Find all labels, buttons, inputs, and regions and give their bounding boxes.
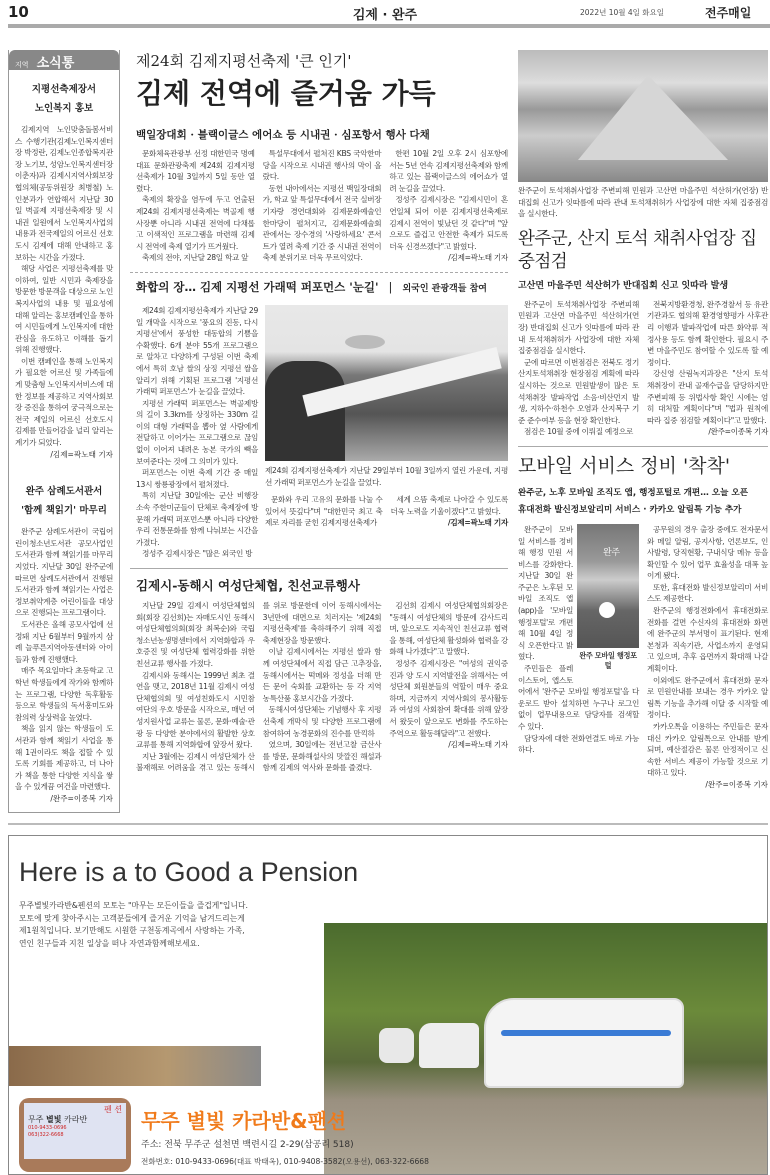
paragraph: 공무원의 경우 출장 중에도 전자문서와 메일 알림, 공지사항, 언론보도, 인사발령, 당직현황, 구내식당 메뉴 등을 확인할 수 있어 업무 효율성을 대폭 높이게 됐다.: [647, 524, 768, 581]
sidebar-article-title: 노인복지 홍보: [34, 103, 94, 114]
paragraph: 이번 캠페인을 통해 노인복지가 필요한 어르신 및 가족들에게 맞춤형 노인복지서비스에 대한 정보를 제공하고 지역사회보장 증진을 통하여 궁극적으로는 전국 제일의 어르신 선호도시 김제를 만들어감을 널리 알리는 계기가 되었다.: [15, 356, 113, 448]
story2-col-1: [136, 305, 258, 560]
sidebar-article: [15, 80, 113, 460]
pension-ad[interactable]: [8, 835, 768, 1175]
festival-photo-caption: 제24회 김제지평선축제가 지난달 29일부터 10월 3일까지 열린 가운데, 지평선 가래떡 퍼포먼스가 눈길을 끌었다.: [265, 465, 508, 487]
right2-headline: 모바일 서비스 정비 '착착': [518, 454, 731, 477]
ad-description: [19, 900, 319, 950]
byline: /완주=이종복 기자: [50, 793, 113, 803]
page-rule: [8, 823, 768, 825]
paragraph: 매주 목요일마다 초등학교 고학년 학생들에게 작가와 함께하는 프로그램, 다양한 독후활동 등으로 학생들의 독서흥미도와 참의력 상상력을 높였다.: [15, 666, 113, 722]
right2-sub2: 휴대전화 발신정보알리미 서비스 · 카카오 알림톡 기능 추가: [518, 504, 742, 515]
right2-col-1: [518, 524, 639, 756]
sidebar-tag: [9, 50, 119, 70]
paragraph: 완주군이 토석채취사업장 주변피해 민원과 고산면 마을주민 석산허가(연장) 반대집회 신고가 잇따름에 따라 관내 토석채취허가 사업장에 대한 자체 집중점검을 실시한다.: [518, 299, 639, 356]
lead-body: [130, 148, 508, 264]
paragraph: 해당 사업은 지평선축제를 맞이하여, 일반 시민과 축제장을 방문한 방문객을 대상으로 노인복지사업의 내용 및 필요성에 대해 알리는 홍보캠페인을 통하여 시민들에게 노인복지에 대한 관심을 유도하고 이해를 돕기 위해 진행했다.: [15, 264, 113, 355]
paragraph: 또한, 휴대전화 발신정보알리미 서비스도 제공한다.: [647, 582, 768, 604]
ad-line: 모토에 맞게 찾아주시는 고객분들에게 즐거운 기억을 남겨드리는게: [19, 913, 245, 923]
quarry-caption: 완주군이 토석채취사업장 주변피해 민원과 고산면 마을주민 석산허가(연장) 반대집회 신고가 잇따름에 따라 관내 토석채취허가 사업장에 대한 자체 집중점검을 실시한다.: [518, 186, 768, 219]
paragraph: 정성주 김제시장은 "김제시민이 혼연일체 되어 이룬 김제지평선축제로 김제시 전역이 빛났던 것 같다"며 "앞으로도 즐겁고 안전한 축제가 되도록 더욱 신경쓰겠다"고 밝혔다.: [389, 195, 508, 251]
paragraph: 강신영 산림녹지과장은 "산지 토석채취장이 관내 골재수급을 담당하지만 주변피해 등 위법사항 확인 시에는 엄히 대처할 계획이다"며 "법과 원칙에 따라 집중 점검할 계획이다"고 말했다.: [647, 369, 768, 425]
paragraph: 특히 지난달 30일에는 군산 비행장 소속 주한미군들이 단체로 축제장에 방문해 가래떡 퍼포먼스뿐 아니라 다양한 우리 전통문화를 함께 나눠보는 시간을 가졌다.: [136, 491, 258, 547]
story3-col-1: [136, 600, 255, 751]
story3-headline: 김제시-동해시 여성단체협, 친선교류행사: [136, 578, 360, 593]
lead-col-3: [389, 148, 508, 252]
story2-headline: 화합의 장… 김제 지평선 가래떡 퍼포먼스 '눈길' | 외국인 관광객들 참여: [136, 279, 487, 294]
sign-phone2: 063)322-6668: [28, 1132, 64, 1139]
story2-col-2: [265, 494, 383, 529]
paragraph: 였으며, 30일에는 전년고찰 금산사를 방문, 문화해설사의 맛깔진 해설과 함께 김제의 역사와 문화를 즐겼다.: [262, 740, 382, 773]
paragraph: 특설무대에서 펼쳐진 KBS 국악한마당을 시작으로 시내권 행사의 막이 올랐다.: [262, 149, 382, 182]
paragraph: 도서관은 올해 공모사업에 선정돼 지난 6월부터 9월까지 삼례 늘푸른지역아동센터와 아이들과 함께 진행했다.: [15, 619, 113, 664]
paragraph: 전북지방환경청, 완주경찰서 등 유관기관과도 협의해 환경영향평가 사후관리 이행과 발파작업에 따른 화약류 적정사용 등도 함께 확인한다. 필요시 주변 마을주민도 참여할 수 있도록 할 예정이다.: [647, 299, 768, 367]
paragraph: 김제지역 노인맞춤돌봄서비스 수행기관(김제노인복지센터장 박정란, 김제노인종합복지관장 노기보, 성암노인복지센터장 이춘자)과 김제시지역사회보장협의체(공동위원장 최병철) 노인분과가 연합해서 지난달 30일 벽골제 지평선축제장 및 시내권 일원에서 노인복지사업의 내용과 전국제일의 어르신 선호도시 김제에 대해 안내하고 홍보하는 시간을 가졌다.: [15, 125, 113, 262]
sign-muju: 무주: [28, 1115, 44, 1125]
paragraph: 한편 10월 2일 오후 2시 심포항에서는 5년 연속 김제지평선축제와 함께하고 있는 블랙이글스의 에어쇼가 열려 눈길을 끌었다.: [389, 149, 508, 193]
paragraph: 점검은 10월 중에 이뤄질 예정으로: [524, 427, 633, 437]
lead-byline: /김제=곽노태 기자: [448, 253, 508, 263]
sidebar-article-title: '함께 책읽기' 마무리: [21, 505, 107, 517]
paragraph: 정성주 김제시장은 "많은 외국인 방: [142, 549, 253, 559]
story3-byline: /김제=곽노태 기자: [448, 740, 508, 750]
divider: [518, 446, 768, 447]
right2-byline: /완주=이종복 기자: [705, 779, 768, 789]
paragraph: 정성주 김제시장은 "여성의 권익증진과 양 도시 지역발전을 위해서는 여성단체 회원분들의 역할이 매우 중요하며, 지금까지 지역사회의 봉사활동과 여성의 사회참여 확대를 위해 앞장서 왔듯이 앞으로도 변화를 주도하는 주역으로 활동해달라"고 전했다.: [389, 658, 508, 738]
mobile-portal-figure: [577, 524, 639, 671]
quarry-photo: [518, 50, 768, 182]
lead-col-1: [136, 148, 255, 264]
story2-byline: /김제=곽노태 기자: [447, 518, 508, 528]
sidebar-article-title: 지평선축제장서: [31, 84, 97, 95]
ad-address: 주소: 전북 무주군 설천면 백련시길 2-29(삼공리 518): [141, 1140, 354, 1151]
sign-pension: 펜 션: [104, 1105, 122, 1115]
paragraph: 축제의 전야, 지난달 28일 학교 앞: [142, 253, 249, 263]
story2-title: 화합의 장… 김제 지평선 가래떡 퍼포먼스 '눈길': [136, 279, 379, 294]
paragraph: 담당자에 대한 전화연결도 바로 가능하다.: [518, 733, 639, 755]
divider: [130, 568, 508, 569]
divider: [130, 272, 508, 273]
app-logo-icon: [599, 602, 615, 618]
ad-sign-photo: [19, 1098, 131, 1172]
ad-line: 연인 친구들과 지친 일상을 떠나 자연과함께해보세요.: [19, 938, 200, 948]
page-number: 10: [8, 3, 29, 21]
paragraph: 지난 3월에는 김제시 여성단체가 산불재해로 어려움을 겪고 있는 동해시를 위로 방문한데 이어 동해시에서는 3년만에 대면으로 치러지는 '제24회 지평선축제'를 축하해주기 위해 직접 축제현장을 방문했다.: [136, 601, 382, 773]
right1-col-1: [518, 299, 639, 438]
paragraph: 김제시와 동해시는 1999년 최초 결연을 맺고, 2018년 11월 김제시 여성단체협의회 및 여성친화도시 시민참여단의 우호 방문을 시작으로, 매년 여성지원사업 교류는 물론, 문화·예술·관광 등 다양한 분야에서의 활발한 상호교류를 통해 지역화합에 앞장서 왔다.: [136, 670, 255, 750]
paragraph: 카카오톡을 이용하는 주민들은 문자 대신 카카오 알림톡으로 안내를 받게 되며, 예산절감은 물론 안정적이고 신속한 서비스 제공이 가능할 것으로 기대하고 있다.: [647, 722, 768, 778]
paragraph: 동해시여성단체는 기념행사 후 지평선축제 개막식 및 다양한 프로그램에 참여하여 농경문화의 진수를 만끽하: [262, 705, 382, 738]
story3-body: [130, 600, 508, 774]
lead-col-2: [263, 148, 382, 264]
story2-col-3: [391, 494, 509, 517]
story2-lower-body: [265, 494, 508, 529]
paragraph: 문화와 우리 고유의 문화를 나눌 수 있어서 뜻깊다"며 "대한민국 최고 축제로 자리를 굳힌 김제지평선축제가: [265, 495, 383, 528]
paragraph: 완주군의 행정전화에서 휴대전화로 전화를 걸면 수신자의 휴대전화 화면에 완주군의 부서명이 표기된다. 현재 본청과 직속기관, 사업소까지 운영되고 있으며, 추후 읍면까지 확대해 나갈 계획이다.: [647, 606, 768, 674]
right2-col-1b: [518, 663, 639, 756]
ad-photo-caravans: [324, 923, 768, 1175]
paragraph: 완주군이 모바일 서비스를 정비해 행정 민원 서비스를 강화한다. 지난달 30일 완주군은 노후된 모바일 조직도 앱(app)을 '모바일 행정포털'로 개편해 10월 4일 정식 오픈한다고 밝혔다.: [518, 524, 573, 662]
paragraph: 주민들은 플레이스토어, 앱스토어에서 '완주군 모바일 행정포털'을 다운로드 받아 설치하면 누구나 로그인 없이 업무내용으로 담당자를 검색할 수 있다.: [518, 664, 639, 731]
sidebar-article-title: 완주 삼례도서관서: [25, 486, 103, 498]
paragraph: 지평선 가래떡 퍼포먼스는 벽골제방의 길이 3.3km를 상징하는 330m 길이의 대형 가래떡을 뽑아 옆 사람에게 전달하고 이어가는 프로그램으로 끊임없이 이어져 내려온 농본 국가의 빽을 보여준다는 것에 그 의미가 있다.: [136, 398, 258, 466]
festival-photo: [265, 305, 508, 461]
right2-col-2: [647, 524, 768, 779]
right1-col-2: [647, 299, 768, 427]
paragraph: 이날 김제시에서는 지평선 쌀과 함께 여성단체에서 직접 담근 고추장을, 동해시에서는 떡메와 정성을 더해 만든 문어 숙회를 교환하는 등 각 지역 농특산품 홍보시간을 가졌다.: [262, 647, 382, 703]
paragraph: 군에 따르면 이번점검은 전북도 정기 산지토석채취장 현장점검 계획에 따라 실시하는 것으로 민원발생이 많은 토석채취장 발파작업 소음·비산먼지 발생, 지하수·하천수 오염과 산지복구 기준 준수여부 등을 현장 확인한다.: [518, 357, 639, 425]
ad-title: Here is a to Good a Pension: [19, 857, 359, 888]
paragraph: 책을 읽지 않는 학생들이 도서관과 함께 책읽기 사업을 통해 1권이라도 책을 접할 수 있도록 기회를 제공하고, 더 나아가 책을 통한 다양한 지식을 쌓을 수 있게끔 여건을 마련했다.: [15, 724, 113, 792]
paragraph: 김선희 김제시 여성단체협의회장은 "동해시 여성단체의 방문에 감사드리며, 앞으로도 지속적인 친선교류 협력을 통해, 여성단체 활성화와 협력을 강화해 나가겠다"고 말했다.: [389, 601, 508, 657]
section-title: 김제 · 완주: [352, 8, 418, 23]
paragraph: 완주군 삼례도서관이 국립어린이청소년도서관 공모사업인 도서관과 함께 책읽기를 마무리 지었다. 지난달 30일 완주군에 따르면 삼례도서관에서 진행된 도서관과 함께 책읽기는 사업은 정보취약계층 어린이들을 대상으로 진행되는 프로그램이다.: [15, 527, 113, 618]
sign-byeolbit: 별빛: [46, 1115, 62, 1125]
lead-subhead: 백일장대회 · 블랙이글스 에어쇼 등 시내권 · 심포항서 행사 다채: [136, 129, 430, 141]
ad-line: 무주별빛카라반&펜션의 모토는 "마무는 모든이들을 즐겁게"입니다.: [19, 901, 248, 911]
byline: /김제=곽노태 기자: [50, 449, 113, 459]
paragraph: 제24회 김제지평선축제가 지난달 29일 개막을 시작으로 '풍요의 진동, 다시 지평선'에서 풍성한 대동합의 기쁨을 수확했다. 6개 분야 55개 프로그램으로 알차고 다양하게 구성된 이번 축제에서 특히 호남 쌀의 상징 지평선 쌀을 알리기 위해 기획된 프로그램 '지평선 가래떡 퍼포먼스'가 눈길을 끌었다.: [136, 305, 258, 397]
sidebar-tag-big: 소식통: [36, 56, 75, 71]
paragraph: 세계 으뜸 축제로 나아갈 수 있도록 더욱 노력을 기울이겠다"고 밝혔다.: [390, 495, 508, 516]
paragraph: 문화체육관광부 선정 대한민국 명예 대표 문화관광축제 제24회 김제지평선축제가 10월 3일까지 5일 동안 열렸다.: [136, 149, 255, 193]
right1-byline: /완주=이종복 기자: [708, 427, 768, 437]
sidebar-article: [15, 482, 113, 804]
paragraph: 이외에도 완주군에서 휴대전화 문자로 민원안내를 보내는 경우 카카오 알림톡 기능을 추가해 이달 중 시작할 예정이다.: [647, 675, 768, 720]
mobile-portal-caption: 완주 모바일 행정포털: [579, 650, 637, 670]
lead-kicker: 제24회 김제지평선축제 '큰 인기': [136, 52, 352, 70]
newspaper-name: 전주매일: [705, 6, 752, 20]
issue-date: 2022년 10월 4일 화요일: [580, 8, 665, 17]
right1-subhead: 고산면 마을주민 석산허가 반대집회 신고 잇따라 발생: [518, 280, 729, 291]
paragraph: 퍼포먼스는 이번 축제 기간 중 매일 13시 쌍룡광장에서 펼쳐졌다.: [136, 468, 258, 489]
lead-headline: 김제 전역에 즐거움 가득: [136, 77, 436, 110]
header-rule: [8, 24, 770, 28]
paragraph: 동헌 내아에서는 지평선 백일장대회가, 학교 앞 특설무대에서 전국 실버장기자랑 경연대회와 김제문화예술인 한마당이 펼쳐지고, 김제문화예술회관에서는 장수경의 '사랑하세요' 콘서트가 열려 축제 기간 중 시내권 전역이 축제 분위기로 더욱 무르익었다.: [262, 183, 382, 263]
right1-headline: 완주군, 산지 토석 채취사업장 집중점검: [518, 228, 757, 272]
ad-business-name: 무주 별빛 카라반&팬션: [141, 1109, 347, 1134]
right1-body: [518, 299, 768, 438]
sign-caravan: 카라반: [64, 1115, 88, 1125]
ad-phone: 전화번호: 010-9433-0696(대표 박태옥), 010-9408-3582(오용선), 063-322-6668: [141, 1157, 429, 1167]
ad-line: 제1원칙입니다. 보기만해도 시원한 구천동계곡에서 사랑하는 가족,: [19, 926, 245, 936]
mobile-portal-screenshot: [577, 524, 639, 648]
story2-side: 외국인 관광객들 참여: [402, 283, 487, 294]
paragraph: 지난달 29일 김제시 여성단체협의회(회장 김선희)는 자매도시인 동해시 여성단체협의회(회장 최복순)와 국립청소년농생명센터에서 지역화합과 우호증진 및 여성단체 협력강화를 위한 친선교류 행사를 가졌다.: [136, 601, 255, 668]
sign-phone1: 010-9433-0696: [28, 1125, 67, 1132]
phone-title: 완주: [603, 547, 620, 558]
sidebar-box: [8, 50, 120, 813]
sidebar-tag-small: 지역: [15, 61, 29, 69]
right2-sub1: 완주군, 노후 모바일 조직도 앱, 행정포털로 개편… 오늘 오픈: [518, 487, 748, 498]
paragraph: 축제의 확장을 염두에 두고 연출된 제24회 김제지평선축제는 벽골제 행사장뿐 아니라 시내권 전역에 다채롭고 이색적인 프로그램을 마련해 김제시 전역에 축제 열기가 뜨거웠다.: [136, 195, 255, 251]
